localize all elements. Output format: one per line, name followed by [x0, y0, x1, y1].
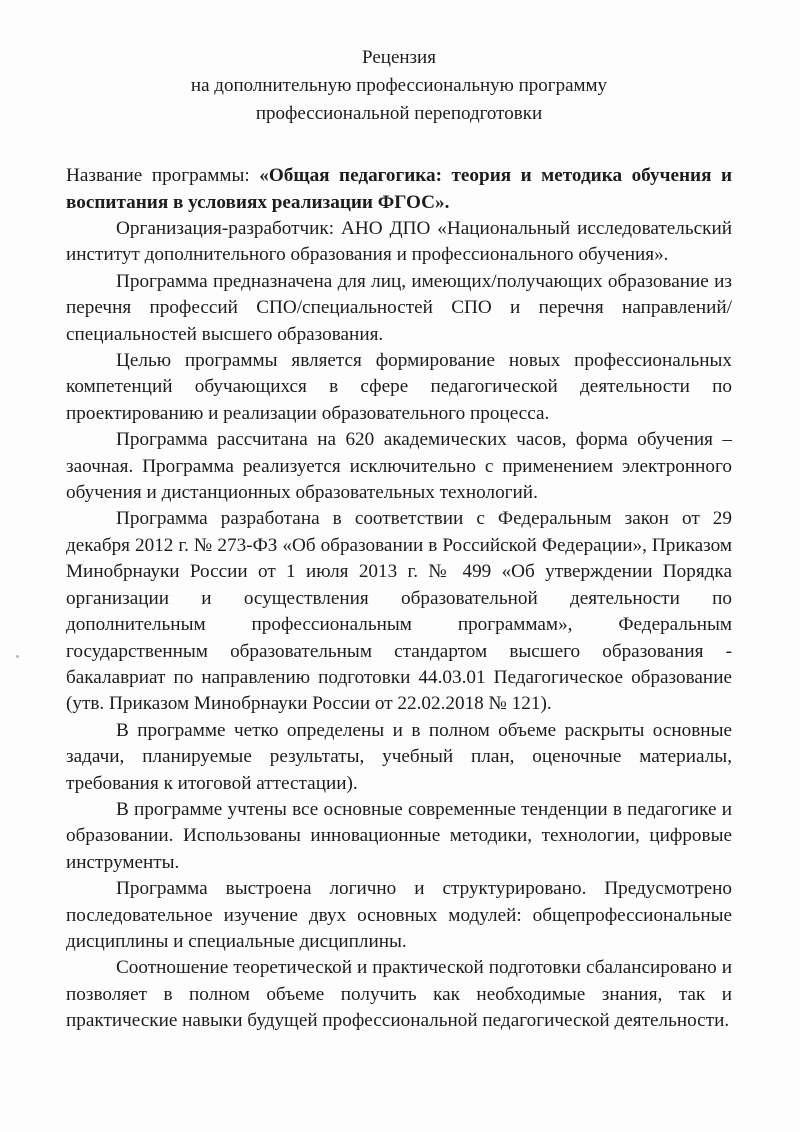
document-subtitle-line-1: на дополнительную профессиональную программу — [190, 75, 608, 96]
document-header — [66, 44, 732, 128]
document-title: Рецензия — [362, 47, 436, 68]
scan-speck — [16, 655, 19, 658]
paragraph-trends: В программе учтены все основные современные тенденции в педагогике и образовании. Использованы инновационные методики, технологии, цифровые инструменты. — [66, 798, 732, 873]
paragraph-balance: Соотношение теоретической и практической подготовки сбалансировано и позволяет в полном объеме получить как необходимые знания, так и практические навыки будущей профессиональной педагогической деятельности. — [66, 957, 732, 1032]
paragraph-legal-basis: Программа разработана в соответствии с Федеральным закон от 29 декабря 2012 г. № 273-ФЗ «Об образовании в Российской Федерации», Приказом Минобрнауки России от 1 июля 2013 г. № 499 «Об утверждении Порядка организации и осуществления образовательной деятельности по дополнительным профессиональным программам», Федеральным государственным образовательным стандартом высшего образования - бакалавриат по направлению подготовки 44.03.01 Педагогическое образование (утв. Приказом Минобрнауки России от 22.02.2018 № 121). — [66, 508, 732, 715]
program-name-label: Название программы: — [66, 165, 250, 186]
program-name-block — [66, 162, 732, 216]
program-name: «Общая педагогика: теория и методика обучения и воспитания в условиях реализации ФГОС». — [66, 165, 732, 213]
paragraph-content: В программе четко определены и в полном объеме раскрыты основные задачи, планируемые результаты, учебный план, оценочные материалы, требования к итоговой аттестации). — [66, 719, 732, 794]
paragraph-hours: Программа рассчитана на 620 академических часов, форма обучения – заочная. Программа реализуется исключительно с применением электронного обучения и дистанционных образовательных технологий. — [66, 429, 732, 504]
paragraph-developer: Организация-разработчик: АНО ДПО «Национальный исследовательский институт дополнительного образования и профессионального обучения». — [66, 218, 732, 266]
paragraph-structure: Программа выстроена логично и структурировано. Предусмотрено последовательное изучение двух основных модулей: общепрофессиональные дисциплины и специальные дисциплины. — [66, 878, 732, 952]
paragraph-goal: Целью программы является формирование новых профессиональных компетенций обучающихся в сфере педагогической деятельности по проектированию и реализации образовательного процесса. — [66, 350, 732, 424]
paragraph-audience: Программа предназначена для лиц, имеющих/получающих образование из перечня профессий СПО/специальностей СПО и перечня направлений/специальностей высшего образования. — [66, 270, 732, 345]
review-body — [66, 216, 732, 1035]
document-subtitle-line-2: профессиональной переподготовки — [255, 103, 543, 124]
